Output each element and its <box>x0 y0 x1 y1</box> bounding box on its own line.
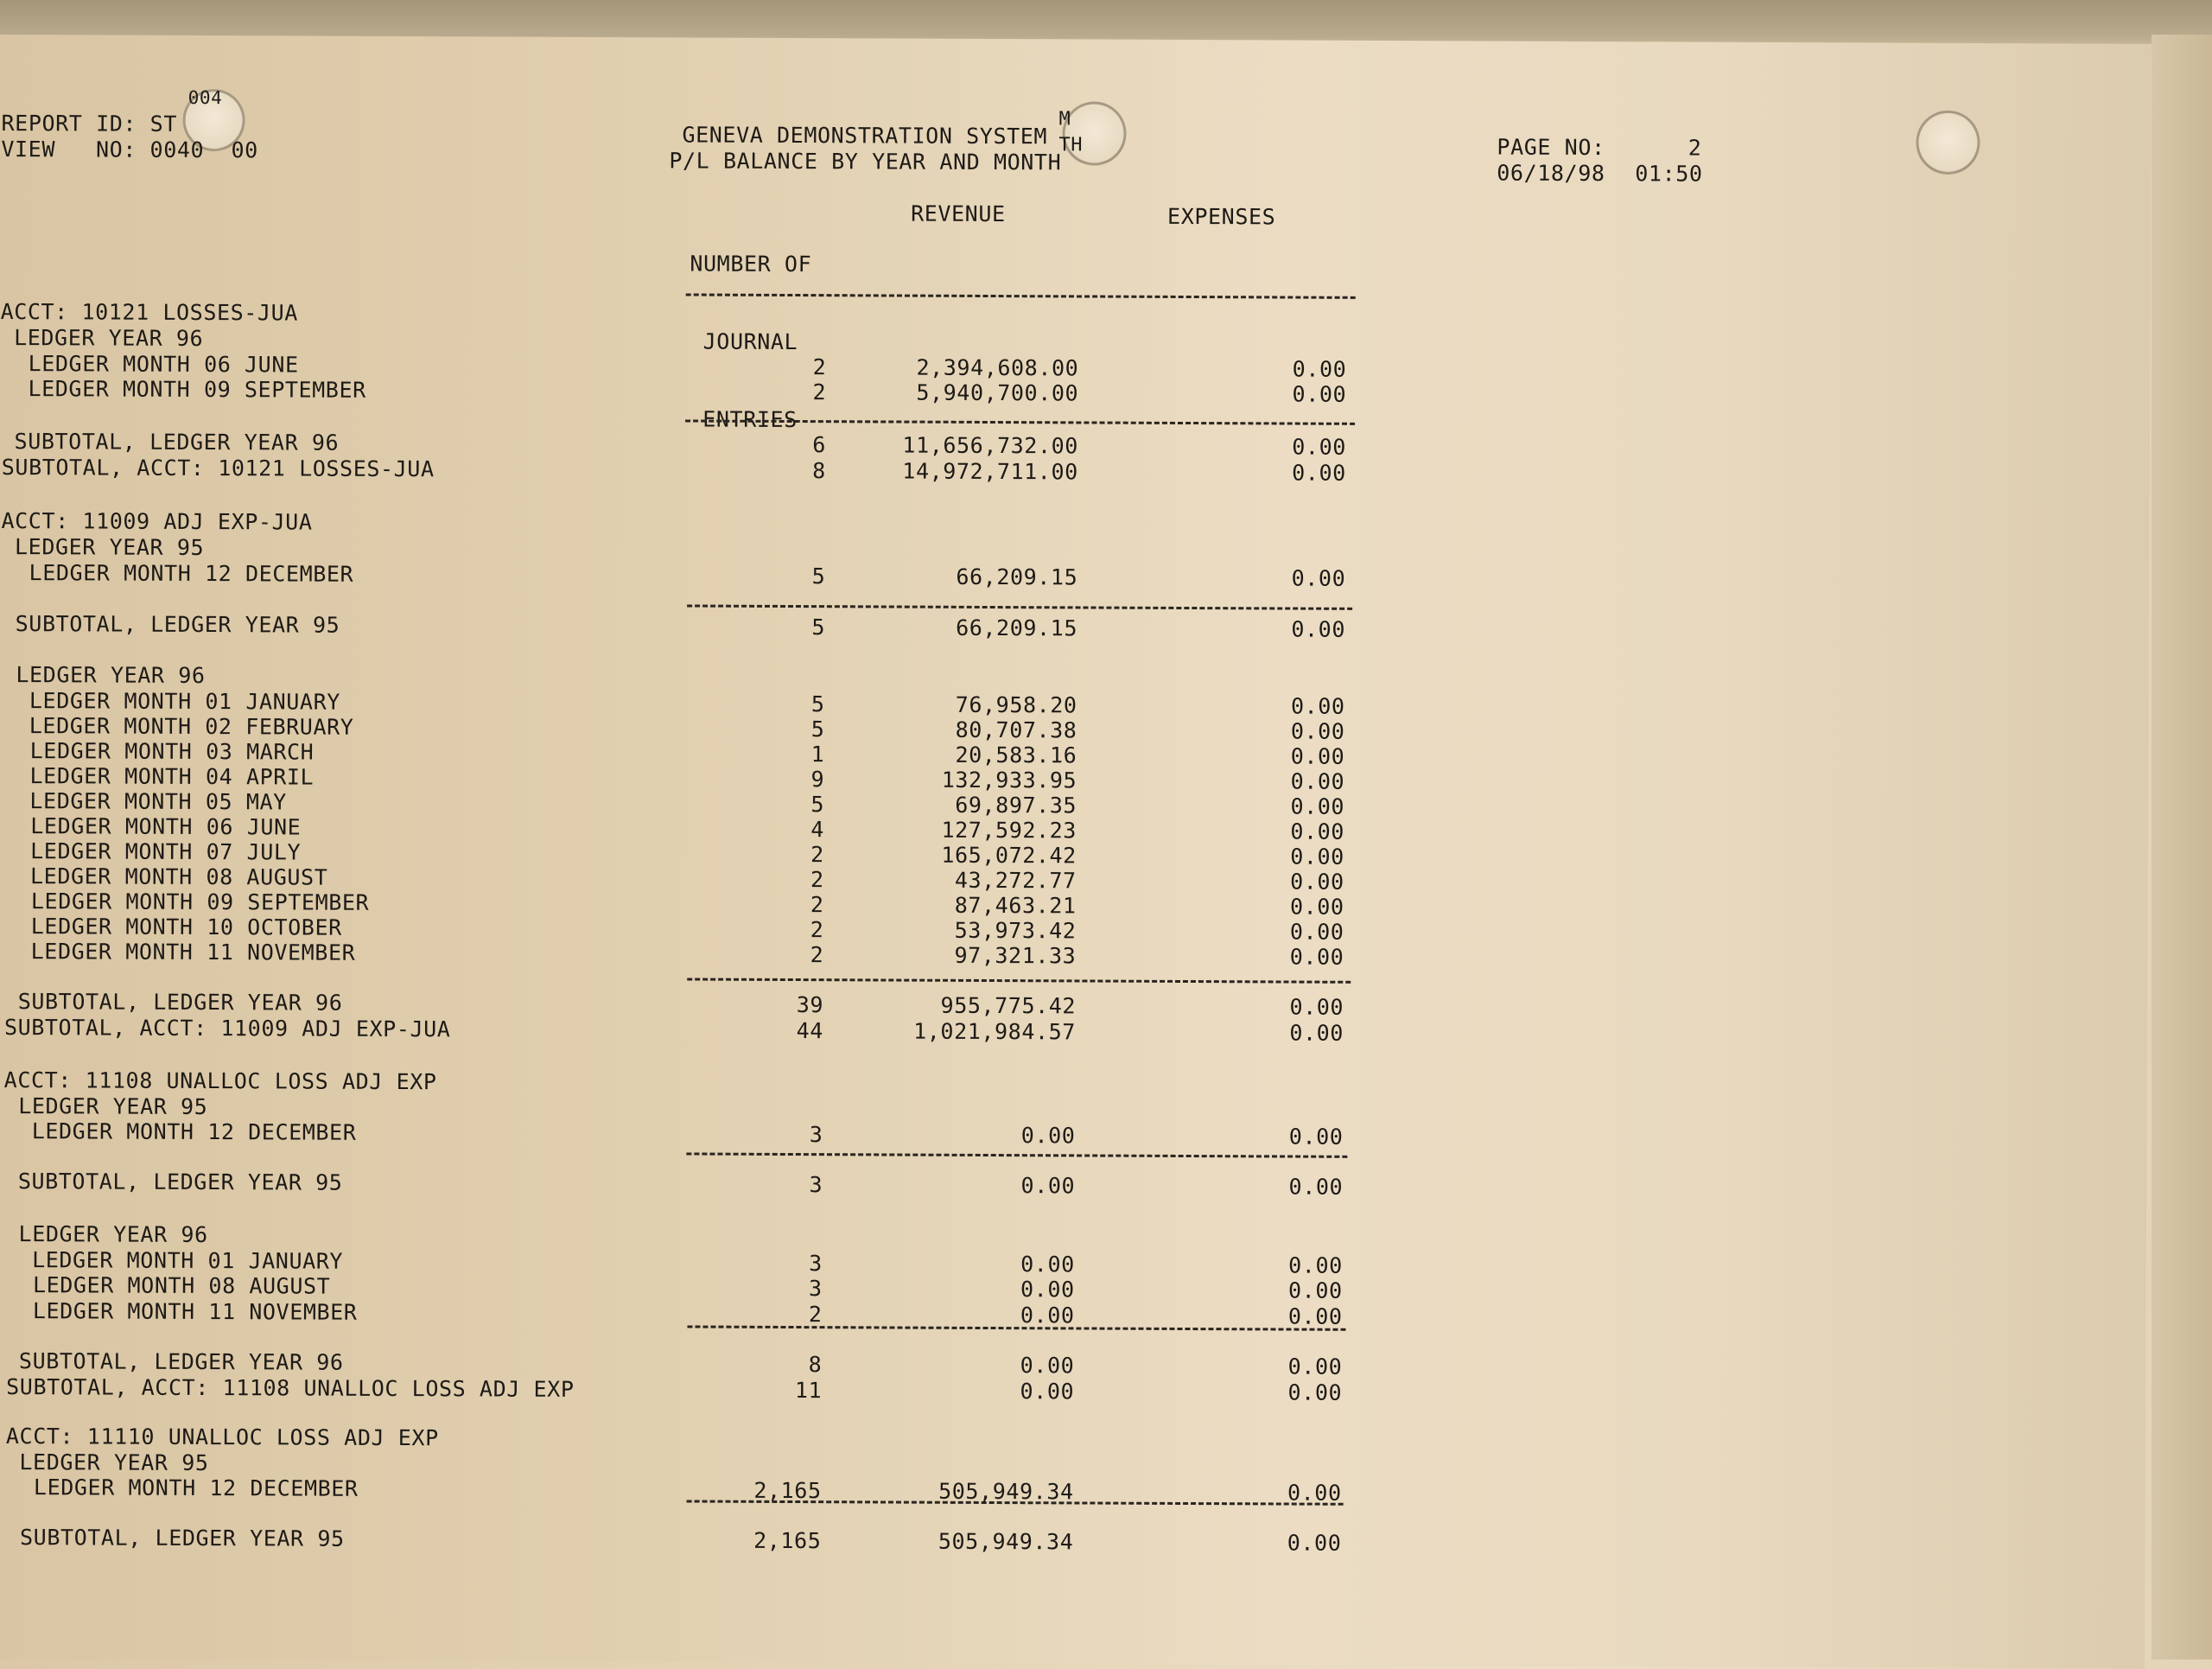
row-label: SUBTOTAL, ACCT: 11108 UNALLOC LOSS ADJ EXP <box>6 1374 575 1402</box>
row-expenses: 0.00 <box>1289 1020 1344 1046</box>
row-journal-entries: 3 <box>808 1276 823 1302</box>
row-revenue: 1,021,984.57 <box>913 1018 1077 1045</box>
row-label: SUBTOTAL, ACCT: 11009 ADJ EXP-JUA <box>3 1015 451 1042</box>
row-journal-entries: 5 <box>810 691 825 717</box>
row-revenue: 76,958.20 <box>955 691 1077 718</box>
row-journal-entries: 39 <box>796 992 824 1018</box>
row-label: LEDGER MONTH 07 JULY <box>3 838 302 865</box>
row-journal-entries: 2,165 <box>753 1477 822 1504</box>
hole-fragment-th: TH <box>1058 134 1084 156</box>
row-expenses: 0.00 <box>1292 460 1346 486</box>
row-label: LEDGER MONTH 11 NOVEMBER <box>3 939 356 965</box>
row-expenses: 0.00 <box>1290 768 1345 794</box>
row-expenses: 0.00 <box>1291 616 1346 642</box>
row-label: LEDGER YEAR 95 <box>5 1449 209 1476</box>
row-journal-entries: 2 <box>812 354 827 380</box>
row-journal-entries: 5 <box>811 564 826 589</box>
row-revenue: 11,656,732.00 <box>902 432 1078 459</box>
report-date: 06/18/98 <box>1497 160 1605 187</box>
row-revenue: 0.00 <box>1020 1379 1075 1405</box>
row-journal-entries: 2 <box>810 867 824 893</box>
subtotal-rule <box>687 604 1352 609</box>
row-revenue: 0.00 <box>1020 1173 1076 1199</box>
punch-hole <box>1916 111 1980 175</box>
row-revenue: 66,209.15 <box>956 564 1078 590</box>
row-label: SUBTOTAL, LEDGER YEAR 96 <box>5 1348 344 1375</box>
row-journal-entries: 2 <box>810 917 824 943</box>
row-label: SUBTOTAL, LEDGER YEAR 95 <box>1 611 340 638</box>
report-time: 01:50 <box>1635 161 1703 187</box>
row-revenue: 80,707.38 <box>955 717 1077 743</box>
row-label: LEDGER MONTH 12 DECEMBER <box>2 560 354 587</box>
row-expenses: 0.00 <box>1292 356 1347 382</box>
row-revenue: 97,321.33 <box>954 942 1077 969</box>
row-journal-entries: 3 <box>809 1122 823 1148</box>
row-expenses: 0.00 <box>1287 1480 1342 1506</box>
row-journal-entries: 5 <box>810 717 825 742</box>
system-title: GENEVA DEMONSTRATION SYSTEM <box>682 122 1048 150</box>
row-journal-entries: 2 <box>812 379 827 405</box>
row-revenue: 127,592.23 <box>941 817 1077 844</box>
row-revenue: 43,272.77 <box>954 867 1077 894</box>
row-label: LEDGER MONTH 09 SEPTEMBER <box>3 889 370 915</box>
row-expenses: 0.00 <box>1287 1530 1342 1556</box>
row-journal-entries: 6 <box>812 432 827 458</box>
row-label: LEDGER MONTH 05 MAY <box>3 788 287 815</box>
row-revenue: 0.00 <box>1020 1353 1075 1379</box>
row-label: LEDGER MONTH 11 NOVEMBER <box>5 1298 358 1325</box>
row-label: SUBTOTAL, LEDGER YEAR 95 <box>4 1169 343 1195</box>
row-label: LEDGER MONTH 02 FEBRUARY <box>2 713 354 740</box>
row-label: LEDGER MONTH 12 DECEMBER <box>4 1118 357 1145</box>
row-journal-entries: 3 <box>809 1251 823 1277</box>
row-label: SUBTOTAL, LEDGER YEAR 96 <box>4 989 343 1016</box>
report-id-hole-text: 004 <box>188 86 223 109</box>
row-revenue: 0.00 <box>1020 1303 1075 1328</box>
row-expenses: 0.00 <box>1288 1252 1343 1278</box>
row-expenses: 0.00 <box>1290 819 1345 844</box>
row-expenses: 0.00 <box>1289 894 1344 920</box>
row-journal-entries: 44 <box>796 1018 824 1044</box>
row-label: SUBTOTAL, LEDGER YEAR 95 <box>6 1525 345 1551</box>
row-expenses: 0.00 <box>1290 718 1345 744</box>
column-header-expenses: EXPENSES <box>1167 203 1276 230</box>
row-revenue: 5,940,700.00 <box>916 379 1079 406</box>
row-journal-entries: 2 <box>810 842 824 868</box>
row-revenue: 505,949.34 <box>938 1528 1074 1555</box>
row-expenses: 0.00 <box>1290 844 1344 870</box>
subtotal-rule <box>686 1152 1347 1157</box>
row-expenses: 0.00 <box>1291 565 1346 591</box>
subtotal-rule <box>687 978 1351 983</box>
row-label: LEDGER YEAR 95 <box>4 1093 208 1120</box>
row-revenue: 2,394,608.00 <box>916 354 1079 381</box>
row-label: LEDGER YEAR 96 <box>0 325 204 352</box>
hole-fragment-m: M <box>1058 108 1071 131</box>
row-label: LEDGER MONTH 10 OCTOBER <box>3 914 342 940</box>
paper-edge <box>2152 35 2212 1659</box>
column-header-entries-line3: ENTRIES <box>702 406 798 433</box>
row-journal-entries: 2 <box>808 1302 823 1328</box>
page-number: 2 <box>1688 135 1702 161</box>
row-expenses: 0.00 <box>1290 869 1344 895</box>
report-title: P/L BALANCE BY YEAR AND MONTH <box>669 148 1062 175</box>
row-revenue: 14,972,711.00 <box>902 458 1078 485</box>
view-number: VIEW NO: 0040 00 <box>1 137 258 163</box>
row-expenses: 0.00 <box>1288 1124 1344 1150</box>
row-expenses: 0.00 <box>1287 1379 1343 1405</box>
column-header-entries-line2: JOURNAL <box>702 328 798 355</box>
row-expenses: 0.00 <box>1290 743 1345 769</box>
row-journal-entries: 2 <box>810 892 824 918</box>
row-label: LEDGER MONTH 04 APRIL <box>3 763 315 790</box>
row-revenue: 955,775.42 <box>940 992 1077 1019</box>
page-number-label: PAGE NO: <box>1497 134 1605 161</box>
row-journal-entries: 5 <box>811 615 826 640</box>
row-label: SUBTOTAL, LEDGER YEAR 96 <box>0 429 340 455</box>
row-expenses: 0.00 <box>1289 944 1344 970</box>
row-revenue: 20,583.16 <box>955 742 1077 768</box>
report-page <box>0 35 2152 1669</box>
row-journal-entries: 2,165 <box>753 1527 822 1554</box>
row-label: LEDGER MONTH 08 AUGUST <box>3 863 328 890</box>
row-label: LEDGER MONTH 09 SEPTEMBER <box>1 376 366 403</box>
row-expenses: 0.00 <box>1288 1277 1343 1303</box>
row-label: LEDGER MONTH 03 MARCH <box>3 738 315 765</box>
row-revenue: 132,933.95 <box>941 767 1077 793</box>
row-journal-entries: 8 <box>812 458 826 484</box>
row-expenses: 0.00 <box>1288 1174 1344 1200</box>
row-expenses: 0.00 <box>1290 693 1345 719</box>
row-label: LEDGER YEAR 95 <box>1 534 205 561</box>
row-expenses: 0.00 <box>1292 381 1347 407</box>
row-label: LEDGER MONTH 06 JUNE <box>1 351 299 378</box>
row-expenses: 0.00 <box>1287 1303 1343 1329</box>
row-journal-entries: 11 <box>794 1378 823 1404</box>
row-revenue: 505,949.34 <box>938 1478 1074 1505</box>
row-label: ACCT: 10121 LOSSES-JUA <box>0 299 298 326</box>
row-journal-entries: 9 <box>810 767 825 793</box>
row-label: SUBTOTAL, ACCT: 10121 LOSSES-JUA <box>1 455 435 482</box>
row-label: ACCT: 11009 ADJ EXP-JUA <box>1 508 313 535</box>
row-revenue: 165,072.42 <box>941 842 1077 869</box>
row-journal-entries: 4 <box>810 817 825 843</box>
row-label: LEDGER MONTH 06 JUNE <box>3 813 302 840</box>
row-expenses: 0.00 <box>1292 434 1346 460</box>
row-revenue: 0.00 <box>1020 1277 1075 1303</box>
row-revenue: 87,463.21 <box>954 892 1077 919</box>
row-revenue: 53,973.42 <box>954 917 1077 944</box>
row-journal-entries: 3 <box>809 1172 823 1198</box>
column-header-entries-line1: NUMBER OF <box>690 251 812 277</box>
row-expenses: 0.00 <box>1287 1354 1343 1379</box>
row-journal-entries: 2 <box>810 942 824 968</box>
row-revenue: 0.00 <box>1020 1123 1076 1149</box>
column-header-revenue: REVENUE <box>911 201 1006 227</box>
row-label: ACCT: 11108 UNALLOC LOSS ADJ EXP <box>3 1067 437 1095</box>
row-label: LEDGER YEAR 96 <box>2 662 206 689</box>
row-revenue: 66,209.15 <box>956 615 1078 641</box>
row-journal-entries: 8 <box>808 1352 823 1378</box>
row-label: LEDGER MONTH 12 DECEMBER <box>6 1475 359 1501</box>
row-label: LEDGER YEAR 96 <box>4 1221 208 1248</box>
row-expenses: 0.00 <box>1289 919 1344 945</box>
report-id: REPORT ID: ST <box>1 111 178 137</box>
row-revenue: 69,897.35 <box>955 792 1077 819</box>
row-revenue: 0.00 <box>1020 1252 1075 1277</box>
row-expenses: 0.00 <box>1290 793 1345 819</box>
row-label: LEDGER MONTH 01 JANUARY <box>2 688 340 715</box>
row-journal-entries: 5 <box>810 792 825 818</box>
row-label: LEDGER MONTH 01 JANUARY <box>4 1247 344 1274</box>
row-expenses: 0.00 <box>1289 994 1344 1020</box>
row-journal-entries: 1 <box>810 742 825 768</box>
row-label: ACCT: 11110 UNALLOC LOSS ADJ EXP <box>5 1424 439 1451</box>
row-label: LEDGER MONTH 08 AUGUST <box>5 1272 331 1299</box>
